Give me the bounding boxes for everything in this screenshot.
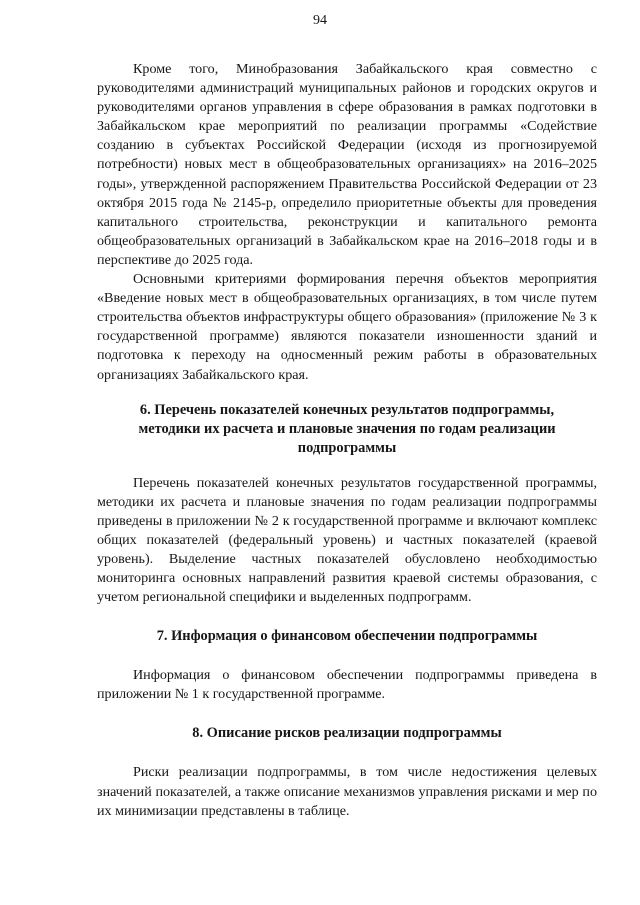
paragraph-financing: Информация о финансовом обеспечении подпрограммы приведена в приложении № 1 к государственной программе. bbox=[97, 667, 597, 703]
paragraph-risks: Риски реализации подпрограммы, в том числе недостижения целевых значений показателей, а также описание механизмов управления рисками и мер по их минимизации представлены в таблице. bbox=[97, 764, 597, 819]
section-heading-8: 8. Описание рисков реализации подпрограммы bbox=[192, 725, 502, 742]
document-body bbox=[97, 60, 597, 821]
paragraph-capital-construction: Кроме того, Минобразования Забайкальского края совместно с руководителями администраций муниципальных районов и городских округов и руководителями органов управления в сфере образования в рамках подготовки в Забайкальском крае мероприятий по реализации программы «Содействие созданию в субъектах Российской Федерации (исходя из прогнозируемой потребности) новых мест в общеобразовательных организациях» на 2016–2025 годы», утвержденной распоряжением Правительства Российской Федерации от 23 октября 2015 года № 2145-р, определило приоритетные объекты для проведения капитального строительства, реконструкции и капитального ремонта общеобразовательных организаций в Забайкальском крае на 2016–2018 годы и в перспективе до 2025 года. bbox=[97, 61, 597, 268]
section-heading-7: 7. Информация о финансовом обеспечении подпрограммы bbox=[156, 628, 538, 645]
paragraph-selection-criteria: Основными критериями формирования перечня объектов мероприятия «Введение новых мест в общеобразовательных организациях, в том числе путем строительства объектов инфраструктуры общего образования» (приложение № 3 к государственной программе) являются показатели изношенности зданий и подготовка к переходу на односменный режим работы в образовательных организациях Забайкальского края. bbox=[97, 271, 597, 383]
page-number: 94 bbox=[313, 13, 327, 28]
paragraph-indicators: Перечень показателей конечных результатов государственной программы, методики их расчета и плановые значения по годам реализации подпрограммы приведены в приложении № 2 к государственной программе и включают комплекс общих показателей (федеральный уровень) и частных показателей (краевой уровень). Выделение частных показателей обусловлено необходимостью мониторинга основных направлений развития краевой системы образования, с учетом региональной специфики и выделенных подпрограмм. bbox=[97, 474, 597, 606]
section-heading-6: 6. Перечень показателей конечных результатов подпрограммы, методики их расчета и плановые значения по годам реализации подпрограммы bbox=[138, 401, 556, 456]
